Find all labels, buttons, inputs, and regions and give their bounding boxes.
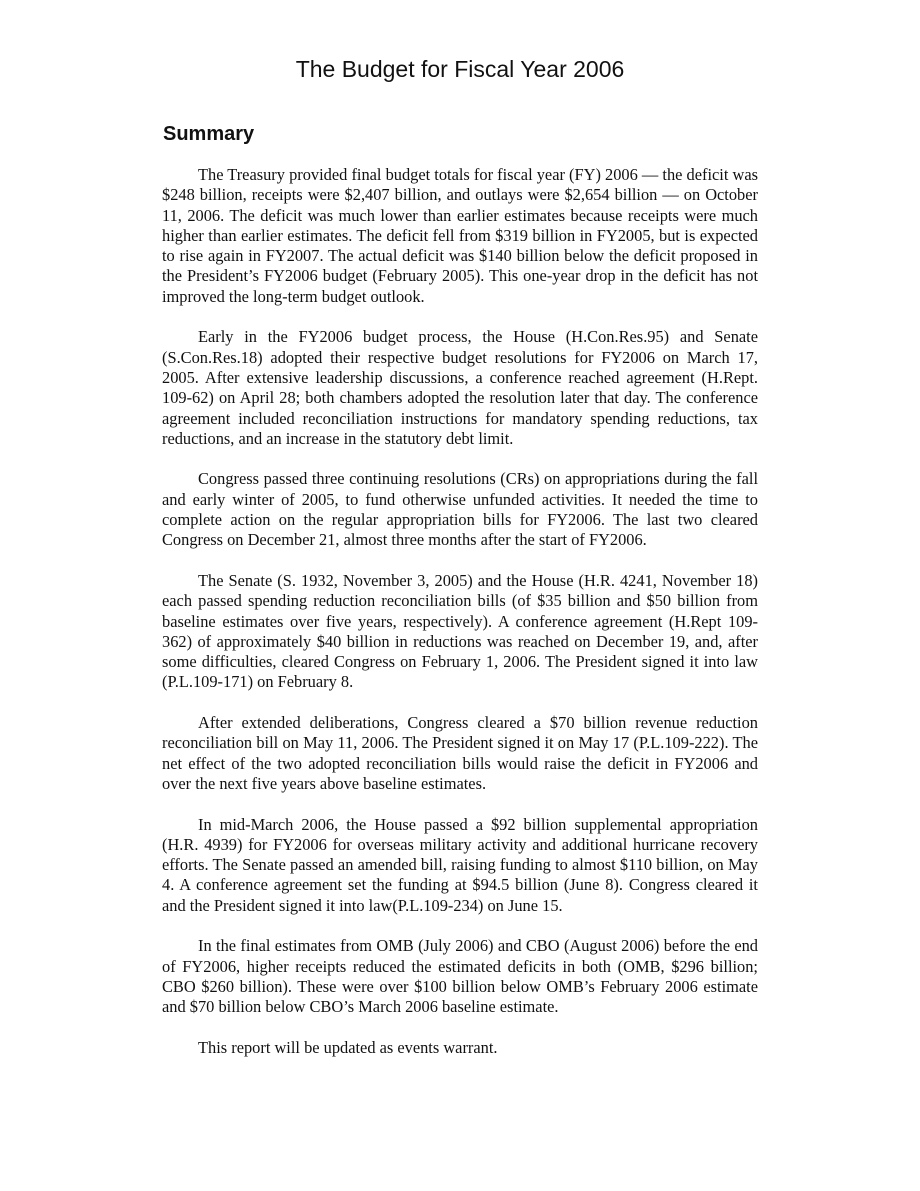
paragraph-2: Early in the FY2006 budget process, the House (H.Con.Res.95) and Senate (S.Con.Res.18) adopted their respective budget resolutions for FY2006 on March 17, 2005. After extensive leadership discussions, a conference reached agreement (H.Rept. 109-62) on April 28; both chambers adopted the resolution later that day. The conference agreement included reconciliation instructions for mandatory spending reductions, tax reductions, and an increase in the statutory debt limit. (162, 327, 758, 448)
paragraph-7: In the final estimates from OMB (July 2006) and CBO (August 2006) before the end of FY2006, higher receipts reduced the estimated deficits in both (OMB, $296 billion; CBO $260 billion). These were over $100 billion below OMB’s February 2006 estimate and $70 billion below CBO’s March 2006 baseline estimate. (162, 936, 758, 1017)
paragraph-6: In mid-March 2006, the House passed a $92 billion supplemental appropriation (H.R. 4939) for FY2006 for overseas military activity and additional hurricane recovery efforts. The Senate passed an amended bill, raising funding to almost $110 billion, on May 4. A conference agreement set the funding at $94.5 billion (June 8). Congress cleared it and the President signed it into law(P.L.109-234) on June 15. (162, 814, 758, 915)
paragraph-8: This report will be updated as events warrant. (198, 1037, 498, 1057)
paragraph-4: The Senate (S. 1932, November 3, 2005) and the House (H.R. 4241, November 18) each passed spending reduction reconciliation bills (of $35 billion and $50 billion from baseline estimates over five years, respectively). A conference agreement (H.Rept 109-362) of approximately $40 billion in reductions was reached on December 19, and, after some difficulties, cleared Congress on February 1, 2006. The President signed it into law (P.L.109-171) on February 8. (162, 570, 758, 692)
paragraph-1: The Treasury provided final budget totals for fiscal year (FY) 2006 — the deficit was $248 billion, receipts were $2,407 billion, and outlays were $2,654 billion — on October 11, 2006. The deficit was much lower than earlier estimates because receipts were much higher than earlier estimates. The deficit fell from $319 billion in FY2005, but is expected to rise again in FY2007. The actual deficit was $140 billion below the deficit proposed in the President’s FY2006 budget (February 2005). This one-year drop in the deficit has not improved the long-term budget outlook. (162, 165, 758, 306)
paragraph-3: Congress passed three continuing resolutions (CRs) on appropriations during the fall and early winter of 2005, to fund otherwise unfunded activities. It needed the time to complete action on the regular appropriation bills for FY2006. The last two cleared Congress on December 21, almost three months after the start of FY2006. (162, 469, 758, 550)
summary-body (162, 165, 758, 1078)
paragraph-5: After extended deliberations, Congress cleared a $70 billion revenue reduction reconciliation bill on May 11, 2006. The President signed it on May 17 (P.L.109-222). The net effect of the two adopted reconciliation bills would raise the deficit in FY2006 and over the next five years above baseline estimates. (162, 713, 758, 793)
section-heading-summary: Summary (163, 123, 255, 145)
document-title: The Budget for Fiscal Year 2006 (295, 56, 625, 82)
